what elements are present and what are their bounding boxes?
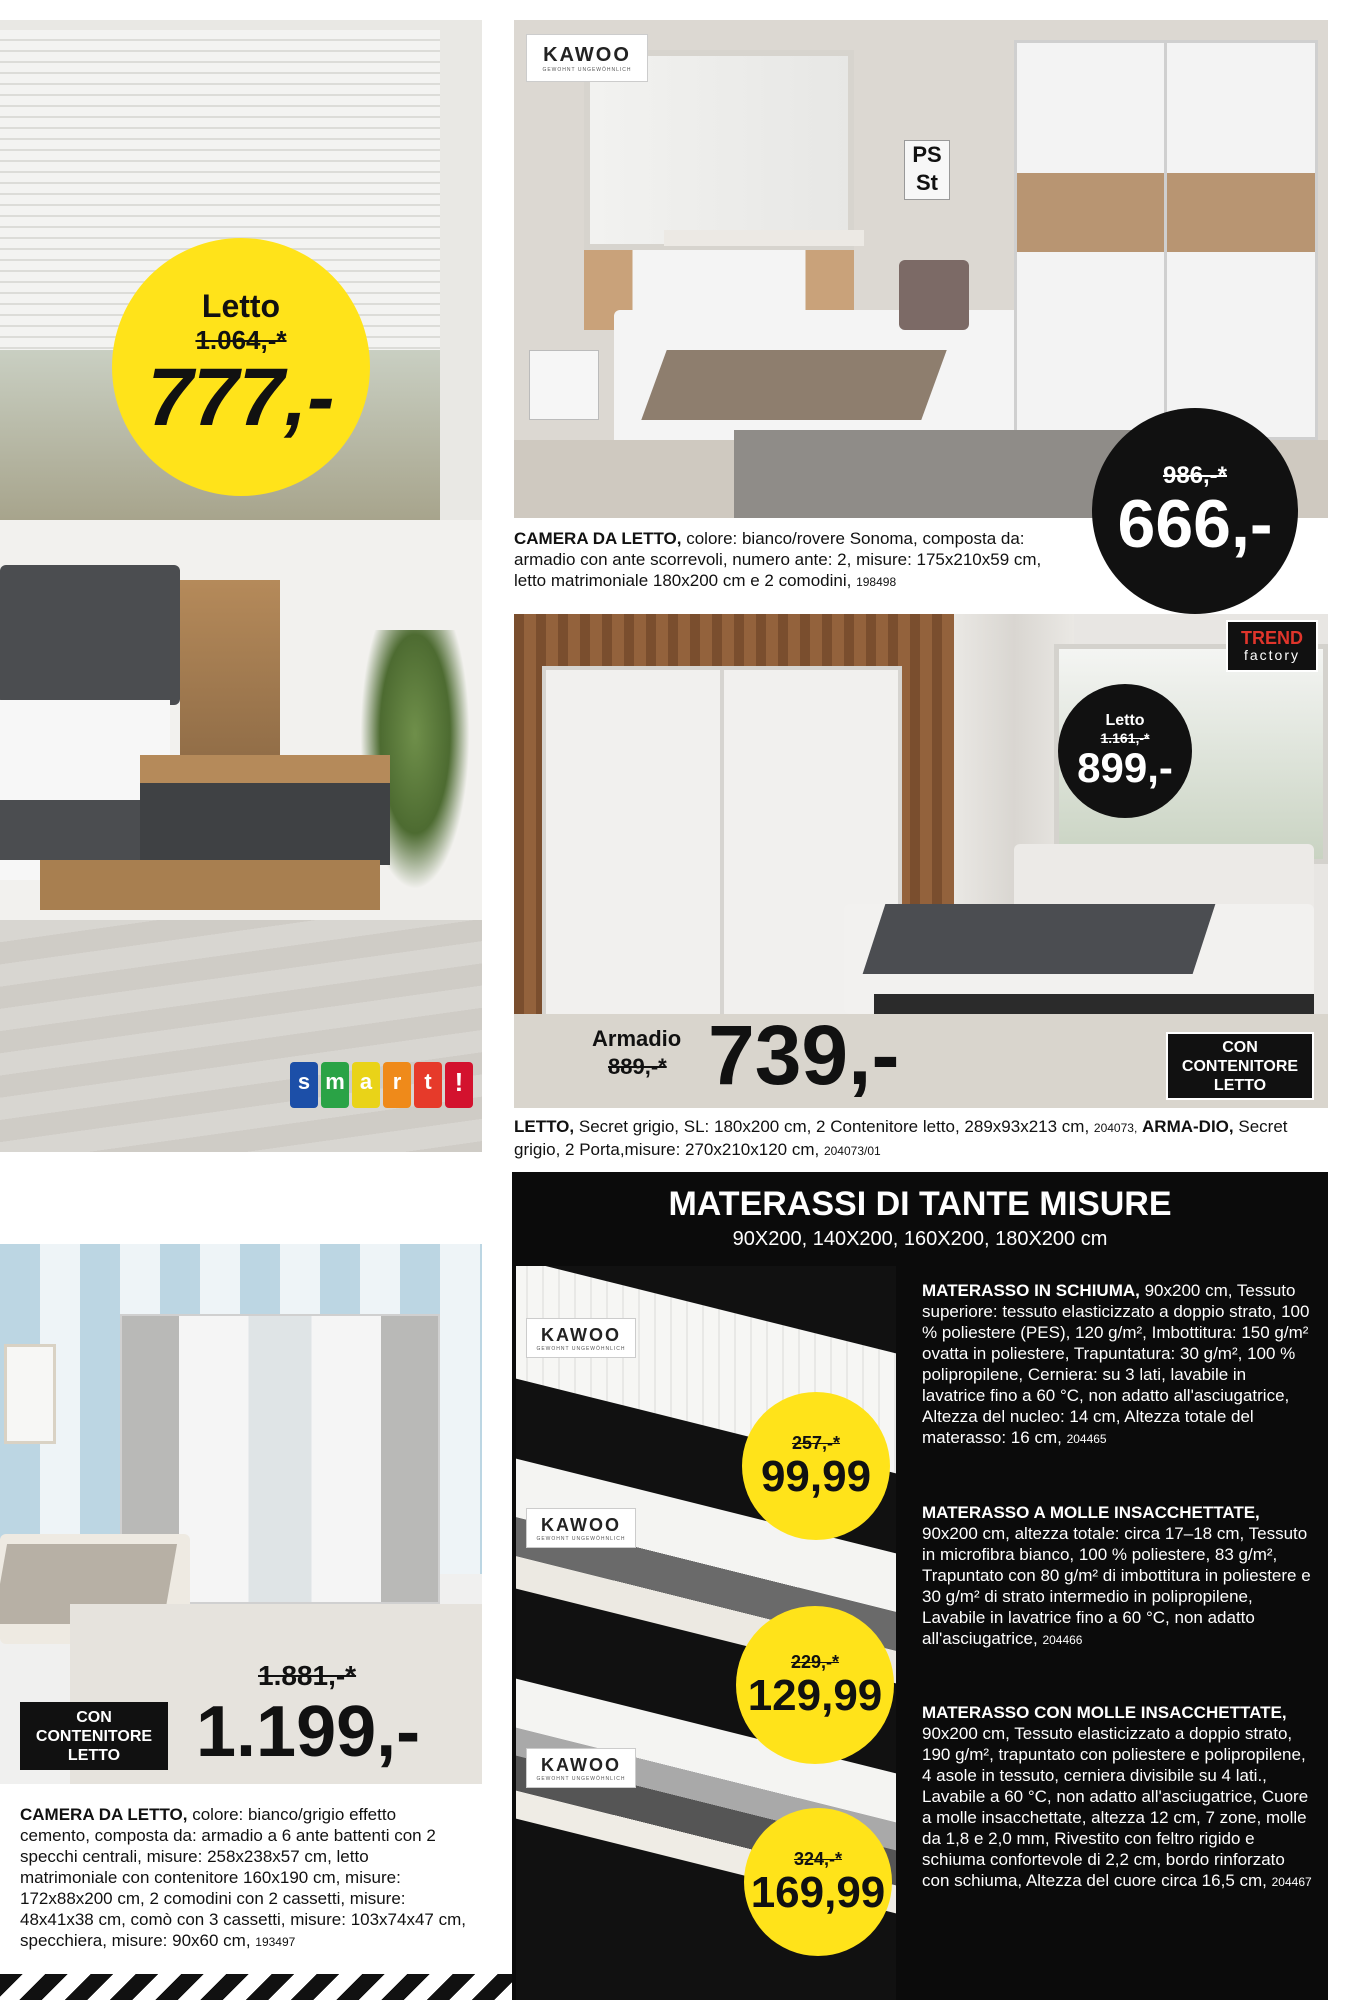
headboard-wood	[180, 580, 280, 780]
wood-base	[40, 860, 380, 910]
old-price: 1.064,-*	[195, 325, 287, 355]
middle-right-description: LETTO, Secret grigio, SL: 180x200 cm, 2 Contenitore letto, 289x93x213 cm, 204073, ARMA-DIO, Secret grigio, 2 Porta,misure: 270x210x120 cm, 204073/01	[514, 1117, 1288, 1159]
mattress-1-description: MATERASSO IN SCHIUMA, 90x200 cm, Tessuto superiore: tessuto elasticizzato a doppio strato, 100 % poliestere (PES), 120 g/m², Imbottitura: 150 g/m² ovatta in poliestere, Trapuntatura: 30 g/m², 100 % polipropilene, Cerniera: su 3 lati, lavabile in lavatrice fino a 60 °C, non adatto all'asciugatrice, Altezza del nucleo: 14 cm, Altezza totale del materasso: 16 cm, 204465	[922, 1281, 1310, 1447]
wardrobe-split	[1164, 40, 1167, 440]
throw	[641, 350, 946, 420]
throw	[863, 904, 1216, 974]
price-label: Letto	[201, 288, 281, 324]
kawoo-logo-top: KAWOO GEWOHNT UNGEWÖHNLICH	[526, 34, 648, 82]
wardrobe-split	[720, 666, 724, 1018]
kawoo-logo-mattress-3: KAWOO GEWOHNT UNGEWÖHNLICH	[526, 1748, 636, 1788]
kawoo-logo-mattress-1: KAWOO GEWOHNT UNGEWÖHNLICH	[526, 1318, 636, 1358]
storage-badge-middle: CON CONTENITORE LETTO	[1166, 1032, 1314, 1100]
old-price: 1.161,-*	[1100, 730, 1150, 746]
decorative-stripes-bottom-left	[0, 1974, 512, 2000]
bottom-left-new-price: 1.199,-	[196, 1692, 421, 1772]
top-right-description: CAMERA DA LETTO, colore: bianco/rovere Sonoma, composta da: armadio con ante scorrevoli, numero ante: 2, misure: 175x210x59 cm, letto matrimoniale 180x200 cm e 2 comodini, 198498	[514, 529, 1042, 590]
smart-logo: s m a r t !	[290, 1062, 473, 1108]
price-badge-bed-899	[1058, 684, 1192, 818]
headboard	[0, 565, 180, 705]
new-price: 666,-	[1117, 486, 1273, 562]
price-badge-bedroom-666	[1092, 408, 1298, 614]
price-badge-bed-777	[112, 238, 370, 496]
wardrobe-label: Armadio	[592, 1026, 682, 1051]
bottom-left-old-price: 1.881,-*	[258, 1660, 357, 1691]
wall-art: PS St	[904, 140, 950, 200]
armchair	[899, 260, 969, 330]
nightstand	[529, 350, 599, 420]
rug	[734, 430, 1134, 518]
kawoo-logo-mattress-2: KAWOO GEWOHNT UNGEWÖHNLICH	[526, 1508, 636, 1548]
price-badge-mattress-1: 257,-* 99,99	[742, 1392, 890, 1540]
mattress-3-description: MATERASSO CON MOLLE INSACCHETTATE, 90x200 cm, Tessuto elasticizzato a doppio strato, 190 g/m², trapuntato con poliestere e polipropilene, 4 asole in tessuto, cerniera divisibile su 4 lati., Lavabile a 60 °C, non adatto all'asciugatrice, Cuore a molle insacchettate, altezza 12 cm, 7 zone, molle da 1,8 e 2,0 mm, Rivestito con feltro rigido e schiuma confortevole di 2,2 cm, bordo rinforzato con schiuma, Altezza del cuore circa 16,5 cm, 204467	[922, 1703, 1312, 1890]
nightstand	[140, 755, 390, 865]
price-badge-mattress-2: 229,-* 129,99	[736, 1606, 894, 1764]
storage-badge-bottom: CON CONTENITORE LETTO	[20, 1702, 168, 1770]
sailboat-frame	[4, 1344, 56, 1444]
wardrobe-price	[588, 1008, 928, 1104]
floor	[0, 920, 482, 1152]
mattress-subheading: 90X200, 140X200, 160X200, 180X200 cm	[732, 1228, 1108, 1250]
wardrobe-old-price: 889,-*	[608, 1054, 667, 1079]
shelf	[664, 230, 864, 246]
bed-frame	[0, 800, 140, 860]
mattress-2-description: MATERASSO A MOLLE INSACCHETTATE, 90x200 cm, altezza totale: circa 17–18 cm, Tessuto in microfibra bianco, 100 % poliestere, 83 g/m², Trapuntato con 80 g/m² di imbottitura in poliestere e 30 g/m² di strato intermedio in polipropilene, Lavabile in lavatrice fino a 60 °C, non adatto all'asciugatrice, 204466	[922, 1503, 1311, 1648]
price-label: Letto	[1105, 712, 1145, 729]
mattress-heading: MATERASSI DI TANTE MISURE	[668, 1185, 1172, 1223]
bottom-left-description: CAMERA DA LETTO, colore: bianco/grigio effetto cemento, composta da: armadio a 6 ante battenti con 2 specchi centrali, misure: 258x238x57 cm, letto matrimoniale con contenitore 160x190 cm, misure: 172x88x200 cm, 2 comodini con 2 cassetti, misure: 48x41x38 cm, comò con 3 cassetti, misure: 103x74x47 cm, specchiera, misure: 90x60 cm, 193497	[20, 1805, 466, 1950]
top-left-bedroom-photo	[0, 20, 482, 1152]
wardrobe-new-price: 739,-	[708, 1008, 900, 1102]
price-badge-mattress-3: 324,-* 169,99	[744, 1808, 892, 1956]
old-price: 986,-*	[1162, 462, 1228, 489]
new-price: 899,-	[1077, 744, 1173, 791]
new-price: 777,-	[147, 352, 335, 443]
trend-factory-logo: TREND factory	[1226, 620, 1318, 672]
